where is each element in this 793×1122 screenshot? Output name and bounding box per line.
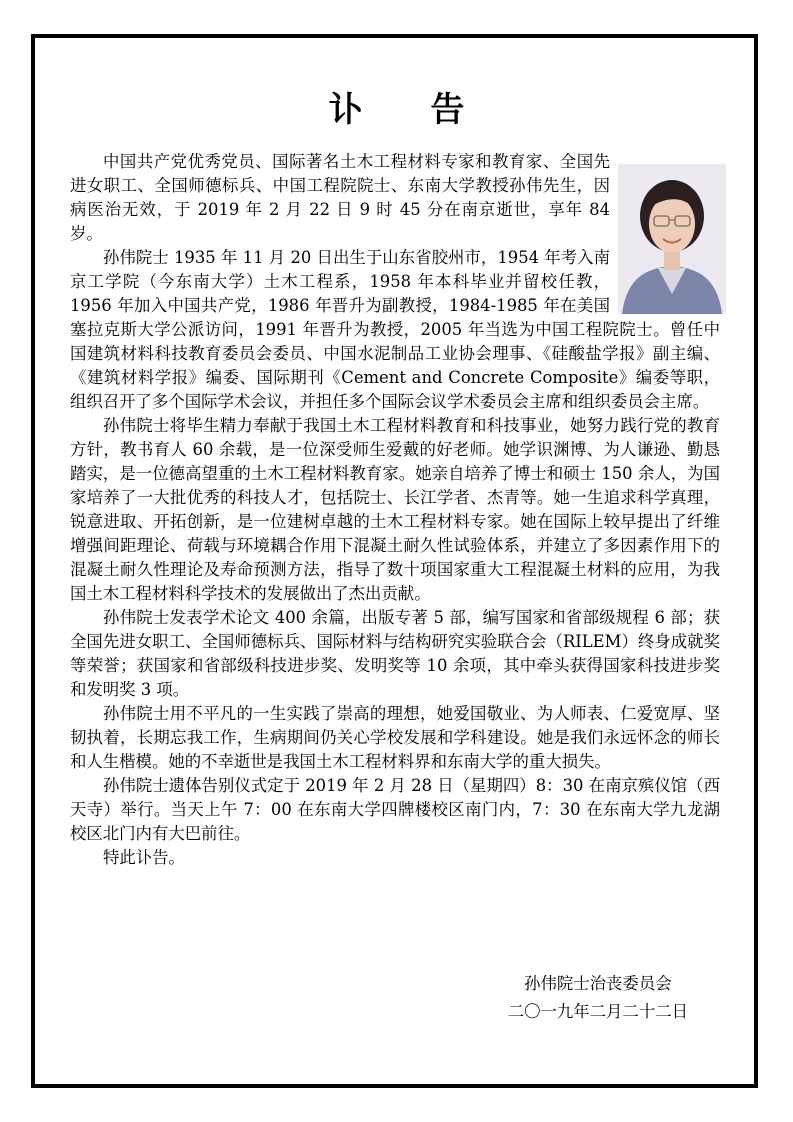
signature-date: 二〇一九年二月二十二日 xyxy=(507,1002,688,1021)
notice-body xyxy=(70,150,720,870)
paragraph-2: 孙伟院士 1935 年 11 月 20 日出生于山东省胶州市，1954 年考入南京工学院（今东南大学）土木工程系，1958 年本科毕业并留校任教，1956 年加入中国共产党，1986 年晋升为副教授，1984-1985 年在美国塞拉克斯大学公派访问，1991 年晋升为教授，2005 年当选为中国工程院院士。曾任中国建筑材料科技教育委员会委员、中国水泥制品工业协会理事、《硅酸盐学报》副主编、《建筑材料学报》编委、国际期刊《Cement and Concrete Composite》编委等职，组织召开了多个国际学术会议，并担任多个国际会议学术委员会主席和组织委员会主席。 xyxy=(70,248,720,411)
paragraph-4: 孙伟院士发表学术论文 400 余篇，出版专著 5 部，编写国家和省部级规程 6 部；获全国先进女职工、全国师德标兵、国际材料与结构研究实验联合会（RILEM）终身成就奖等荣誉；获国家和省部级科技进步奖、发明奖等 10 余项，其中牵头获得国家科技进步奖和发明奖 3 项。 xyxy=(70,608,720,699)
paragraph-6: 孙伟院士遗体告别仪式定于 2019 年 2 月 28 日（星期四）8：30 在南京殡仪馆（西天寺）举行。当天上午 7：00 在东南大学四牌楼校区南门内，7：30 在东南大学九龙湖校区北门内有大巴前往。 xyxy=(70,776,720,843)
signature-committee: 孙伟院士治丧委员会 xyxy=(524,974,672,993)
closing-line: 特此讣告。 xyxy=(103,848,185,867)
page-title: 讣 告 xyxy=(328,90,493,130)
portrait-image xyxy=(618,164,726,314)
signature-block xyxy=(508,970,688,1026)
paragraph-3: 孙伟院士将毕生精力奉献于我国土木工程材料教育和科技事业，她努力践行党的教育方针，教书育人 60 余载，是一位深受师生爱戴的好老师。她学识渊博、为人谦逊、勤恳踏实，是一位德高望重的土木工程材料教育家。她亲自培养了博士和硕士 150 余人，为国家培养了一大批优秀的科技人才，包括院士、长江学者、杰青等。她一生追求科学真理，锐意进取、开拓创新，是一位建树卓越的土木工程材料专家。她在国际上较早提出了纤维增强间距理论、荷载与环境耦合作用下混凝土耐久性试验体系，并建立了多因素作用下的混凝土耐久性理论及寿命预测方法，指导了数十项国家重大工程混凝土材料的应用，为我国土木工程材料科学技术的发展做出了杰出贡献。 xyxy=(70,416,720,603)
paragraph-1: 中国共产党优秀党员、国际著名土木工程材料专家和教育家、全国先进女职工、全国师德标兵、中国工程院院士、东南大学教授孙伟先生，因病医治无效，于 2019 年 2 月 22 日 9 时 45 分在南京逝世，享年 84 岁。 xyxy=(70,152,610,243)
paragraph-5: 孙伟院士用不平凡的一生实践了崇高的理想，她爱国敬业、为人师表、仁爱宽厚、坚韧执着，长期忘我工作，生病期间仍关心学校发展和学科建设。她是我们永远怀念的师长和人生楷模。她的不幸逝世是我国土木工程材料界和东南大学的重大损失。 xyxy=(70,704,720,771)
portrait-photo xyxy=(618,164,726,314)
